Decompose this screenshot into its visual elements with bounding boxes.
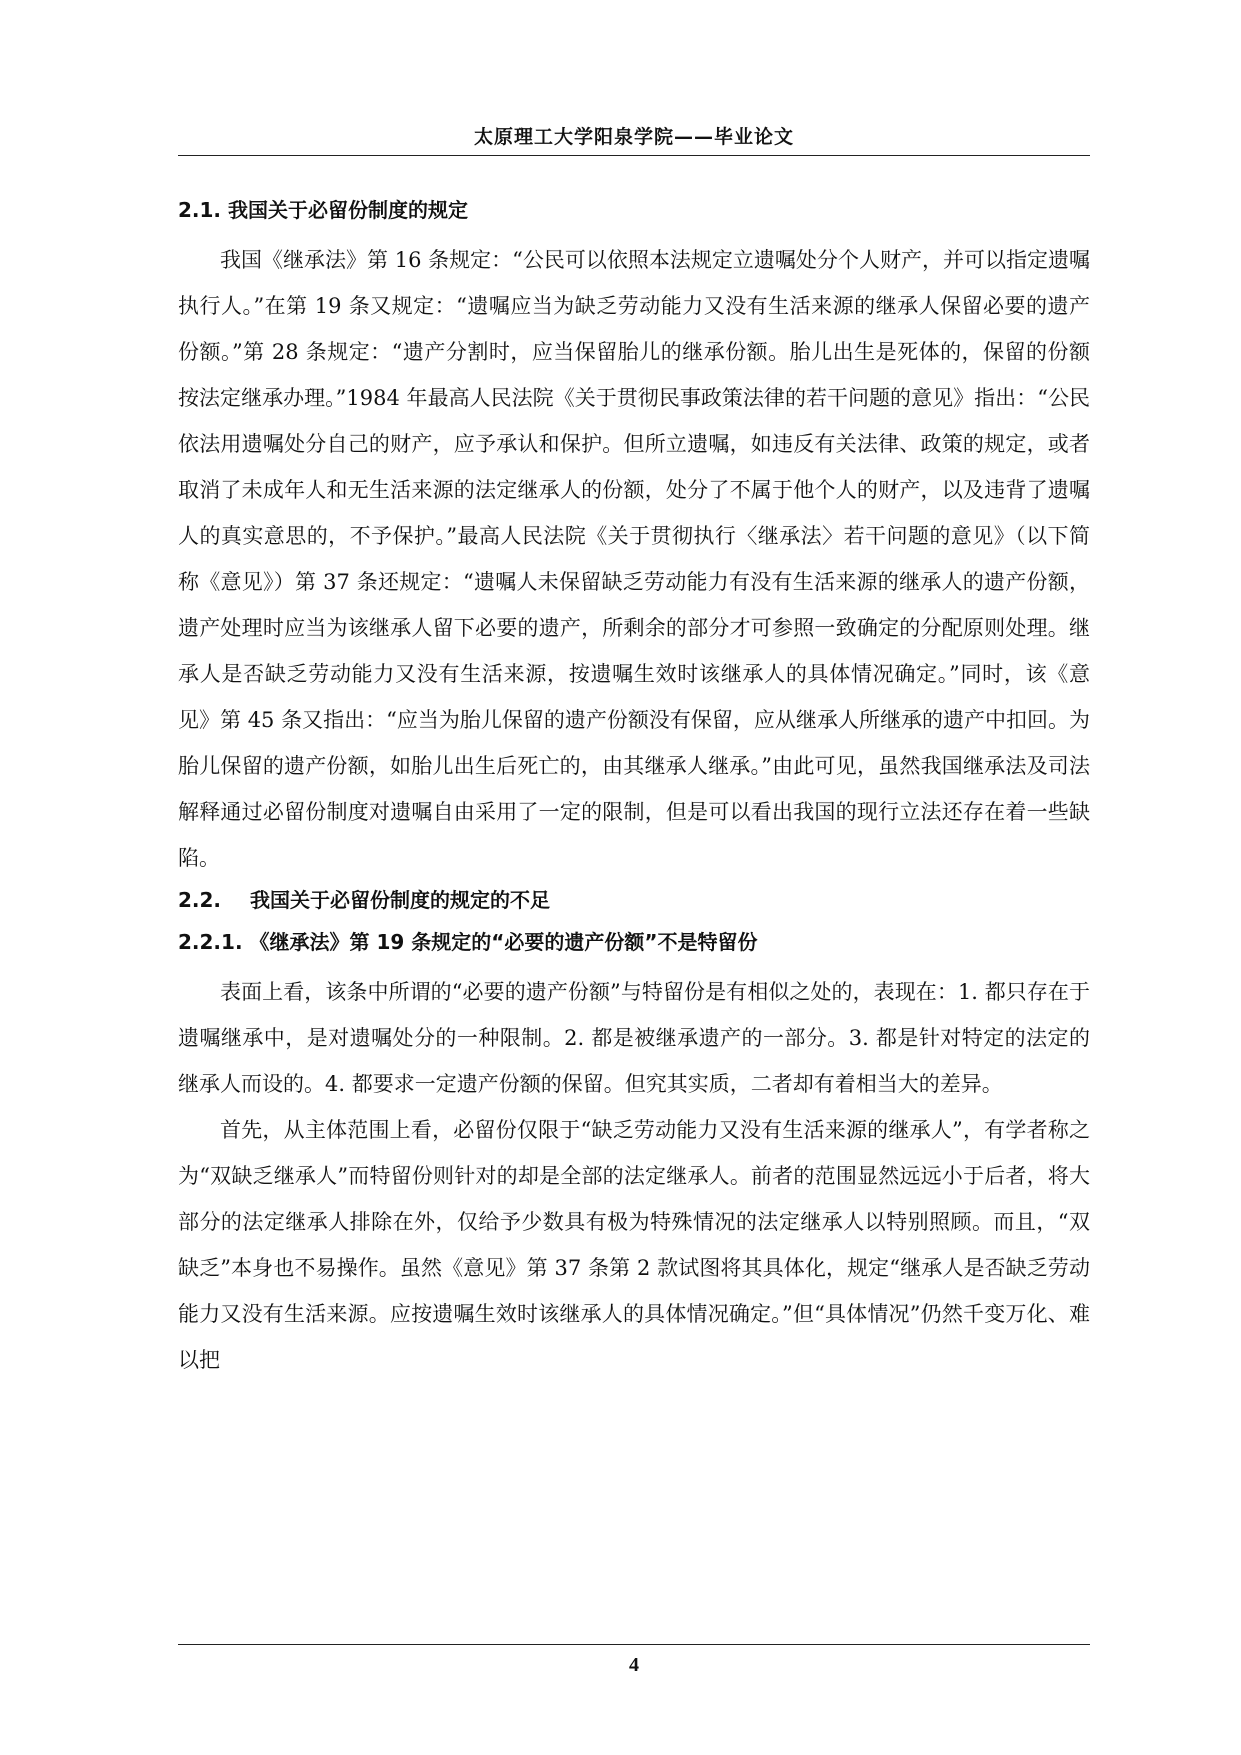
page-number: 4 [629, 1654, 639, 1676]
section-heading-2-2-1: 2.2.1. 《继承法》第 19 条规定的“必要的遗产份额”不是特留份 [178, 930, 758, 954]
page-body [178, 195, 1090, 1383]
footer-divider [178, 1644, 1090, 1645]
running-header: 太原理工大学阳泉学院——毕业论文 [473, 126, 794, 148]
section-number: 2.2. [178, 888, 222, 912]
section-heading-2-2 [178, 885, 1090, 915]
paragraph: 首先，从主体范围上看，必留份仅限于“缺乏劳动能力又没有生活来源的继承人”，有学者称之为“双缺乏继承人”而特留份则针对的却是全部的法定继承人。前者的范围显然远远小于后者，将大部分的法定继承人排除在外，仅给予少数具有极为特殊情况的法定继承人以特别照顾。而且，“双缺乏”本身也不易操作。虽然《意见》第 37 条第 2 款试图将其具体化，规定“继承人是否缺乏劳动能力又没有生活来源。应按遗嘱生效时该继承人的具体情况确定。”但“具体情况”仍然千变万化、难以把 [178, 1118, 1090, 1372]
paragraph: 我国《继承法》第 16 条规定：“公民可以依照本法规定立遗嘱处分个人财产，并可以指定遗嘱执行人。”在第 19 条又规定：“遗嘱应当为缺乏劳动能力又没有生活来源的继承人保留必要的遗产份额。”第 28 条规定：“遗产分割时，应当保留胎儿的继承份额。胎儿出生是死体的，保留的份额按法定继承办理。”1984 年最高人民法院《关于贯彻民事政策法律的若干问题的意见》指出：“公民依法用遗嘱处分自己的财产，应予承认和保护。但所立遗嘱，如违反有关法律、政策的规定，或者取消了未成年人和无生活来源的法定继承人的份额，处分了不属于他个人的财产，以及违背了遗嘱人的真实意思的，不予保护。”最高人民法院《关于贯彻执行〈继承法〉若干问题的意见》（以下简称《意见》）第 37 条还规定：“遗嘱人未保留缺乏劳动能力有没有生活来源的继承人的遗产份额，遗产处理时应当为该继承人留下必要的遗产，所剩余的部分才可参照一致确定的分配原则处理。继承人是否缺乏劳动能力又没有生活来源，按遗嘱生效时该继承人的具体情况确定。”同时，该《意见》第 45 条又指出：“应当为胎儿保留的遗产份额没有保留，应从继承人所继承的遗产中扣回。为胎儿保留的遗产份额，如胎儿出生后死亡的，由其继承人继承。”由此可见，虽然我国继承法及司法解释通过必留份制度对遗嘱自由采用了一定的限制，但是可以看出我国的现行立法还存在着一些缺陷。 [178, 248, 1090, 870]
header-divider [178, 155, 1090, 156]
section-title: 我国关于必留份制度的规定的不足 [250, 888, 550, 912]
section-heading-2-1: 2.1. 我国关于必留份制度的规定 [178, 198, 468, 222]
paragraph: 表面上看，该条中所谓的“必要的遗产份额”与特留份是有相似之处的，表现在：1. 都只存在于遗嘱继承中，是对遗嘱处分的一种限制。2. 都是被继承遗产的一部分。3. 都是针对特定的法定的继承人而设的。4. 都要求一定遗产份额的保留。但究其实质，二者却有着相当大的差异。 [178, 980, 1090, 1096]
